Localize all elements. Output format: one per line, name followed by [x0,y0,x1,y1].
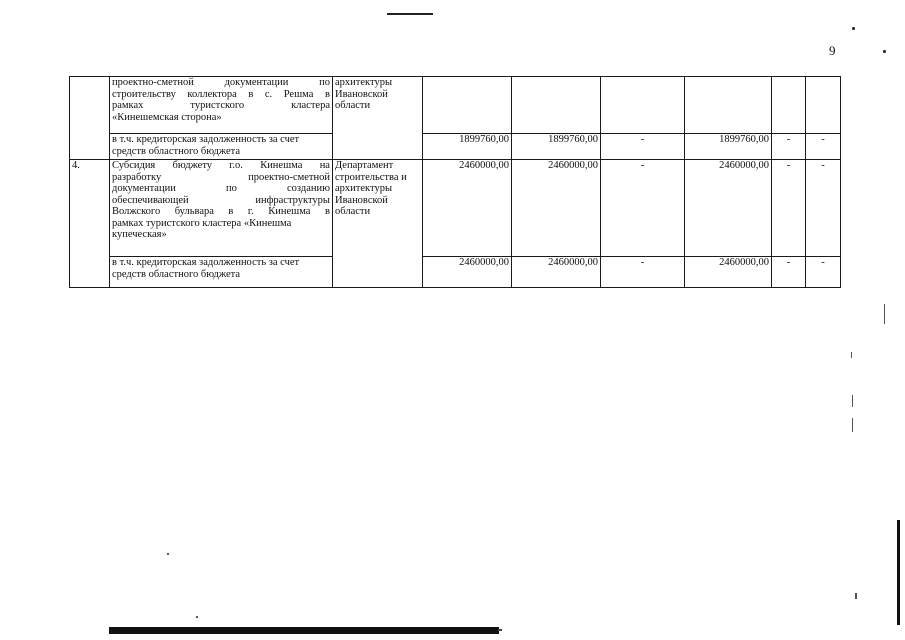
subtotal-label-cell: в т.ч. кредиторская задолженность за счет средств областного бюджета [110,134,333,160]
value-cell: - [601,257,685,288]
row-number-cell: 4. [70,160,110,288]
item-name-cell [110,77,333,134]
budget-table [69,76,841,288]
executor-cell: Департамент строительства и архитектуры Ивановской области [333,160,423,288]
scan-speck [851,352,852,358]
value-cell: - [601,134,685,160]
scan-speck [883,50,886,53]
value-cell: 2460000,00 [512,160,601,257]
executor-cell: архитектуры Ивановской области [333,77,423,160]
value-cell: 1899760,00 [423,134,512,160]
value-cell [601,77,685,134]
row-number-cell [70,77,110,160]
name-line: строительству коллектора в с. Решма в [112,88,330,100]
table-row [70,257,841,288]
value-cell: 2460000,00 [512,257,601,288]
name-line: Субсидия бюджету г.о. Кинешма на [112,160,330,171]
table-row [70,160,841,257]
value-cell: - [806,134,841,160]
scan-speck [884,304,885,324]
value-cell: 1899760,00 [685,134,772,160]
value-cell: - [772,257,806,288]
name-line: рамках туристского кластера «Кинешма [112,217,292,229]
name-line: обеспечивающей инфраструктуры [112,194,330,206]
value-cell: 1899760,00 [512,134,601,160]
value-cell [806,77,841,134]
table-row [70,134,841,160]
scan-speck [167,553,169,555]
bottom-scan-bar [109,627,499,634]
value-cell: 2460000,00 [685,257,772,288]
value-cell: - [806,160,841,257]
name-line: «Кинешемская сторона» [112,111,222,123]
value-cell: - [772,134,806,160]
item-name-cell [110,160,333,257]
value-cell [423,77,512,134]
subtotal-label-cell: в т.ч. кредиторская задолженность за счет средств областного бюджета [110,257,333,288]
top-rule-line [387,13,433,15]
scan-speck [852,27,855,30]
name-line: документации по созданию [112,183,330,194]
value-cell: 2460000,00 [685,160,772,257]
scan-speck [196,616,198,618]
value-cell: 2460000,00 [423,257,512,288]
right-scan-edge [897,520,900,625]
scan-speck [852,395,853,407]
name-line: разработку проектно-сметной [112,171,330,183]
value-cell: - [772,160,806,257]
name-line: Волжского бульвара в г. Кинешма в [112,206,330,217]
value-cell: - [601,160,685,257]
value-cell [772,77,806,134]
scan-speck [852,418,853,432]
value-cell: 2460000,00 [423,160,512,257]
name-line: проектно-сметной документации по [112,77,330,88]
name-line: рамках туристского кластера [112,100,330,111]
bottom-scan-line [498,629,502,631]
scan-speck [855,593,857,599]
value-cell [685,77,772,134]
page-number: 9 [829,43,836,58]
value-cell [512,77,601,134]
table-row [70,77,841,134]
name-line: купеческая» [112,229,167,240]
value-cell: - [806,257,841,288]
